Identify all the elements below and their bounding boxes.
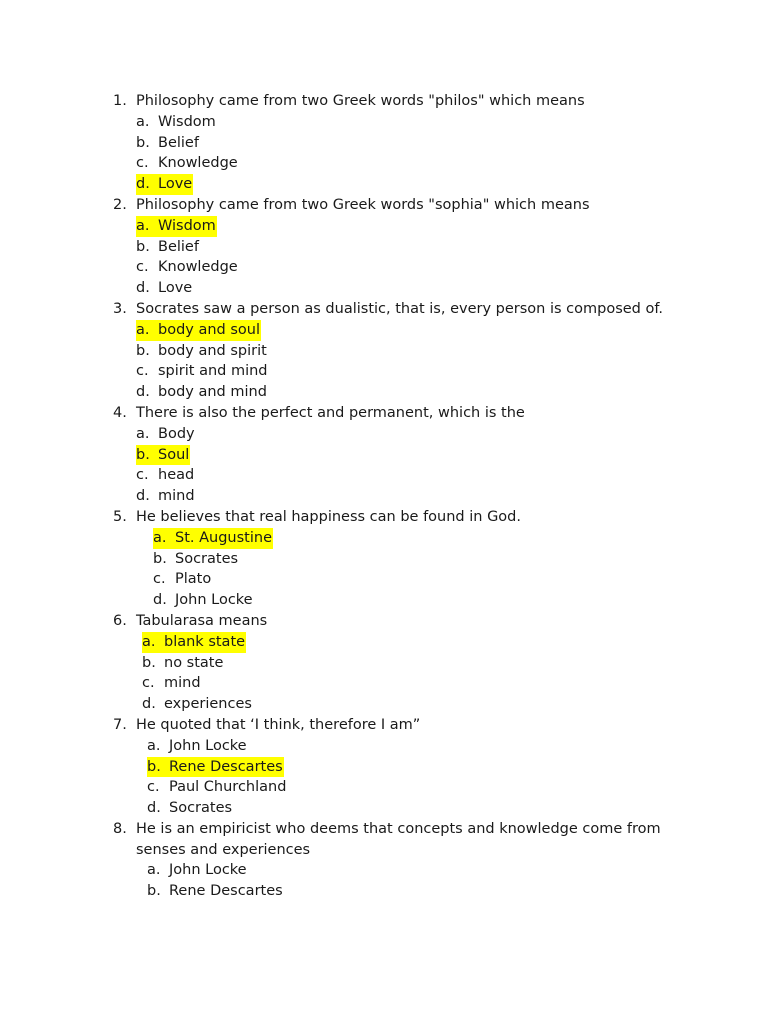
answer-option bbox=[153, 590, 768, 611]
answer-text-wrap bbox=[136, 278, 193, 299]
option-letter: b. bbox=[136, 134, 150, 151]
answer-option bbox=[142, 694, 768, 715]
answer-option bbox=[136, 465, 768, 486]
answer-option-correct bbox=[153, 528, 768, 549]
answer-option-correct bbox=[136, 174, 768, 195]
question-text: There is also the perfect and permanent, which is the bbox=[136, 404, 525, 421]
question-text: Tabularasa means bbox=[136, 612, 268, 629]
option-text: Belief bbox=[158, 134, 199, 151]
option-text: no state bbox=[164, 654, 224, 671]
answer-options bbox=[136, 112, 768, 195]
answer-text-wrap bbox=[147, 860, 248, 881]
option-text: Socrates bbox=[169, 800, 233, 817]
answer-options bbox=[147, 860, 768, 902]
highlighted-answer bbox=[136, 174, 193, 195]
answer-text-wrap bbox=[136, 361, 269, 382]
option-letter: b. bbox=[142, 654, 156, 671]
option-text: Rene Descartes bbox=[169, 758, 283, 775]
answer-text-wrap bbox=[147, 881, 284, 902]
highlighted-answer bbox=[136, 445, 190, 466]
option-letter: d. bbox=[136, 488, 150, 505]
option-letter: a. bbox=[136, 217, 150, 234]
answer-options bbox=[136, 320, 768, 403]
option-letter: c. bbox=[136, 155, 149, 172]
answer-text-wrap bbox=[136, 424, 196, 445]
answer-text-wrap bbox=[136, 382, 268, 403]
answer-option bbox=[153, 549, 768, 570]
answer-text-wrap bbox=[142, 653, 224, 674]
option-text: body and soul bbox=[158, 321, 261, 338]
option-letter: b. bbox=[147, 758, 161, 775]
answer-option bbox=[136, 382, 768, 403]
question-number: 4. bbox=[113, 404, 127, 421]
answer-options bbox=[153, 528, 768, 611]
option-letter: a. bbox=[142, 633, 156, 650]
option-letter: d. bbox=[142, 696, 156, 713]
option-letter: a. bbox=[136, 113, 150, 130]
answer-option bbox=[147, 736, 768, 757]
option-text: Love bbox=[158, 280, 193, 297]
option-letter: c. bbox=[136, 259, 149, 276]
highlighted-answer bbox=[136, 320, 261, 341]
highlighted-answer bbox=[136, 216, 217, 237]
answer-text-wrap bbox=[136, 133, 200, 154]
question-item bbox=[0, 611, 768, 715]
answer-option bbox=[147, 777, 768, 798]
option-letter: c. bbox=[142, 675, 155, 692]
answer-option bbox=[147, 860, 768, 881]
answer-text-wrap bbox=[136, 153, 239, 174]
question-text: Philosophy came from two Greek words "sophia" which means bbox=[136, 196, 590, 213]
question-item bbox=[0, 507, 768, 611]
answer-text-wrap bbox=[136, 112, 217, 133]
answer-text-wrap bbox=[147, 736, 248, 757]
answer-option-correct bbox=[136, 320, 768, 341]
answer-text-wrap bbox=[142, 694, 253, 715]
answer-option-correct bbox=[142, 632, 768, 653]
answer-option bbox=[142, 673, 768, 694]
answer-option bbox=[136, 237, 768, 258]
answer-option bbox=[142, 653, 768, 674]
option-letter: d. bbox=[153, 592, 167, 609]
option-letter: a. bbox=[136, 425, 150, 442]
answer-option bbox=[147, 881, 768, 902]
answer-options bbox=[136, 216, 768, 299]
option-letter: b. bbox=[153, 550, 167, 567]
option-letter: b. bbox=[136, 446, 150, 463]
question-text: He believes that real happiness can be found in God. bbox=[136, 508, 521, 525]
answer-option bbox=[136, 341, 768, 362]
answer-option bbox=[136, 361, 768, 382]
answer-text-wrap bbox=[136, 465, 195, 486]
question-item bbox=[0, 403, 768, 507]
answer-option bbox=[153, 569, 768, 590]
question-number: 1. bbox=[113, 93, 127, 109]
question-text: He quoted that ‘I think, therefore I am” bbox=[136, 716, 421, 733]
option-text: Paul Churchland bbox=[169, 779, 287, 796]
highlighted-answer bbox=[142, 632, 246, 653]
option-letter: c. bbox=[153, 571, 166, 588]
option-text: Love bbox=[158, 176, 193, 193]
option-text: Plato bbox=[175, 571, 212, 588]
highlighted-answer bbox=[153, 528, 273, 549]
question-number: 2. bbox=[113, 196, 127, 213]
option-text: John Locke bbox=[169, 862, 247, 879]
answer-text-wrap bbox=[136, 257, 239, 278]
option-text: Belief bbox=[158, 238, 199, 255]
option-letter: d. bbox=[147, 800, 161, 817]
option-letter: c. bbox=[136, 363, 149, 380]
question-item bbox=[0, 715, 768, 819]
option-letter: c. bbox=[136, 467, 149, 484]
option-text: mind bbox=[164, 675, 201, 692]
answer-options bbox=[142, 632, 768, 715]
option-text: St. Augustine bbox=[175, 529, 272, 546]
question-number: 6. bbox=[113, 612, 127, 629]
option-text: blank state bbox=[164, 633, 246, 650]
answer-text-wrap bbox=[147, 798, 233, 819]
answer-text-wrap bbox=[136, 341, 268, 362]
option-text: spirit and mind bbox=[158, 363, 268, 380]
answer-option-correct bbox=[136, 445, 768, 466]
option-letter: b. bbox=[136, 238, 150, 255]
option-letter: b. bbox=[147, 883, 161, 900]
question-item bbox=[0, 299, 768, 403]
option-letter: d. bbox=[136, 384, 150, 401]
option-text: Knowledge bbox=[158, 259, 238, 276]
answer-option bbox=[136, 257, 768, 278]
question-number: 7. bbox=[113, 716, 127, 733]
question-text: Socrates saw a person as dualistic, that is, every person is composed of. bbox=[136, 300, 664, 317]
question-item bbox=[0, 91, 768, 195]
answer-option bbox=[147, 798, 768, 819]
option-text: Knowledge bbox=[158, 155, 238, 172]
option-letter: c. bbox=[147, 779, 160, 796]
option-text: Wisdom bbox=[158, 217, 216, 234]
question-item bbox=[0, 819, 768, 902]
answer-text-wrap bbox=[153, 549, 239, 570]
answer-options bbox=[147, 736, 768, 819]
highlighted-answer bbox=[147, 757, 284, 778]
answer-option bbox=[136, 153, 768, 174]
option-letter: a. bbox=[136, 321, 150, 338]
question-item bbox=[0, 195, 768, 299]
option-text: Soul bbox=[158, 446, 190, 463]
answer-option-correct bbox=[147, 757, 768, 778]
option-letter: d. bbox=[136, 280, 150, 297]
answer-option bbox=[136, 486, 768, 507]
answer-option-correct bbox=[136, 216, 768, 237]
question-number: 3. bbox=[113, 300, 127, 317]
option-letter: d. bbox=[136, 176, 150, 193]
option-letter: b. bbox=[136, 342, 150, 359]
answer-option bbox=[136, 133, 768, 154]
answer-text-wrap bbox=[142, 673, 202, 694]
option-letter: a. bbox=[147, 862, 161, 879]
answer-text-wrap bbox=[153, 590, 254, 611]
option-text: Body bbox=[158, 425, 195, 442]
question-number: 8. bbox=[113, 820, 127, 837]
option-text: Socrates bbox=[175, 550, 239, 567]
question-text: He is an empiricist who deems that concepts and knowledge come from senses and experiences bbox=[136, 820, 661, 858]
answer-text-wrap bbox=[136, 237, 200, 258]
option-text: mind bbox=[158, 488, 195, 505]
answer-option bbox=[136, 424, 768, 445]
option-text: John Locke bbox=[169, 737, 247, 754]
quiz-question-list bbox=[0, 91, 768, 902]
answer-option bbox=[136, 278, 768, 299]
option-text: Wisdom bbox=[158, 113, 216, 130]
answer-text-wrap bbox=[153, 569, 212, 590]
option-text: Rene Descartes bbox=[169, 883, 283, 900]
answer-text-wrap bbox=[136, 486, 196, 507]
option-text: body and spirit bbox=[158, 342, 267, 359]
answer-options bbox=[136, 424, 768, 507]
option-letter: a. bbox=[153, 529, 167, 546]
option-text: head bbox=[158, 467, 195, 484]
option-text: John Locke bbox=[175, 592, 253, 609]
option-text: experiences bbox=[164, 696, 252, 713]
answer-text-wrap bbox=[147, 777, 287, 798]
answer-option bbox=[136, 112, 768, 133]
question-text: Philosophy came from two Greek words "philos" which means bbox=[136, 93, 585, 109]
option-text: body and mind bbox=[158, 384, 267, 401]
question-number: 5. bbox=[113, 508, 127, 525]
option-letter: a. bbox=[147, 737, 161, 754]
